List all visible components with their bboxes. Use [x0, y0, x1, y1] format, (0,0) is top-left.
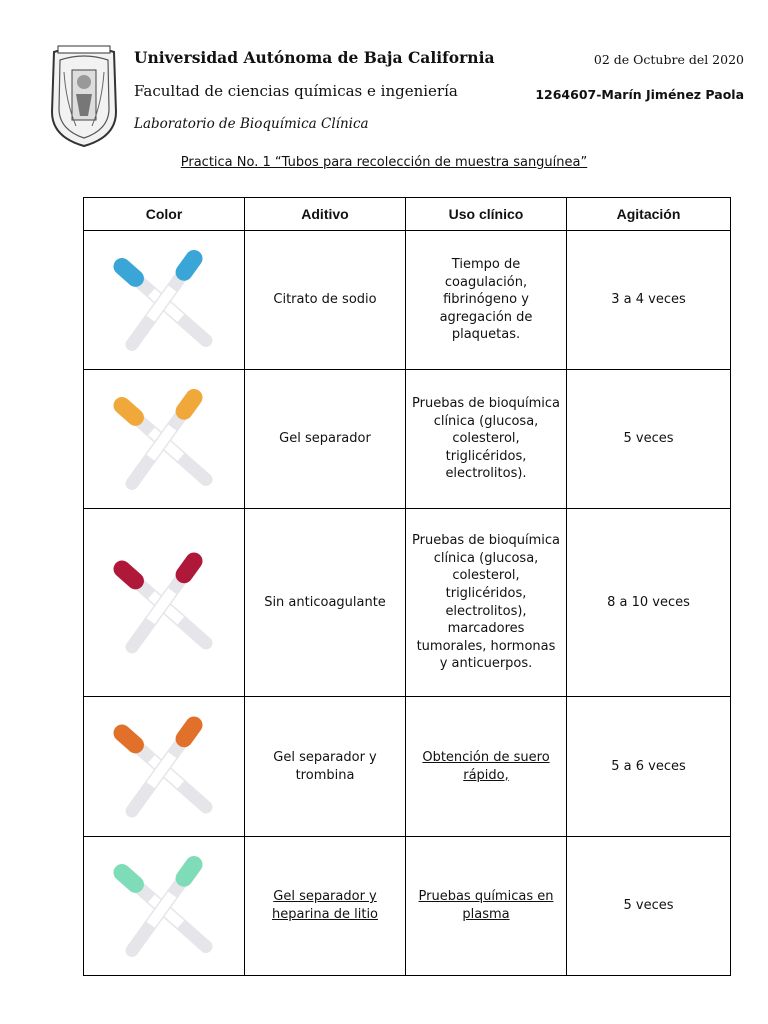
additive-cell: Citrato de sodio: [245, 231, 406, 370]
additive-cell: Gel separador: [245, 370, 406, 509]
table-row: [84, 370, 731, 509]
agitation-cell: 5 a 6 veces: [567, 697, 731, 837]
university-seal: [46, 42, 122, 148]
clinical-use-cell: Pruebas de bioquímica clínica (glucosa, colesterol, triglicéridos, electrolitos).: [406, 370, 567, 509]
header-agitation: Agitación: [567, 198, 731, 231]
table-row: [84, 697, 731, 837]
clinical-use-cell: Pruebas de bioquímica clínica (glucosa, colesterol, triglicéridos, electrolitos), marcadores tumorales, hormonas y anticuerpos.: [406, 509, 567, 697]
table-row: [84, 837, 731, 976]
header-clinical-use: Uso clínico: [406, 198, 567, 231]
blood-tube-image: [94, 516, 234, 690]
additive-cell: Gel separador y heparina de litio: [245, 837, 406, 976]
tube-color-cell: [84, 370, 245, 509]
tube-color-cell: [84, 231, 245, 370]
agitation-cell: 5 veces: [567, 370, 731, 509]
document-date: 02 de Octubre del 2020: [593, 52, 744, 67]
lab-name: Laboratorio de Bioquímica Clínica: [134, 116, 369, 132]
tube-color-cell: [84, 837, 245, 976]
student-id-name: 1264607-Marín Jiménez Paola: [535, 87, 744, 102]
blood-tube-image: [94, 377, 234, 502]
agitation-cell: 3 a 4 veces: [567, 231, 731, 370]
university-name: Universidad Autónoma de Baja California: [134, 48, 495, 67]
blood-tube-image: [94, 844, 234, 969]
table-row: [84, 231, 731, 370]
tube-color-cell: [84, 697, 245, 837]
blood-tube-image: [94, 238, 234, 363]
additive-cell: Gel separador y trombina: [245, 697, 406, 837]
tubes-table: [83, 197, 731, 976]
agitation-cell: 5 veces: [567, 837, 731, 976]
table-row: [84, 509, 731, 697]
blood-tube-image: [94, 704, 234, 830]
table-header-row: [84, 198, 731, 231]
additive-cell: Sin anticoagulante: [245, 509, 406, 697]
tube-color-cell: [84, 509, 245, 697]
practice-title: Practica No. 1 “Tubos para recolección de muestra sanguínea”: [180, 155, 588, 170]
clinical-use-cell: Tiempo de coagulación, fibrinógeno y agregación de plaquetas.: [406, 231, 567, 370]
header-additive: Aditivo: [245, 198, 406, 231]
header-color: Color: [84, 198, 245, 231]
clinical-use-cell: Obtención de suero rápido,: [406, 697, 567, 837]
faculty-name: Facultad de ciencias químicas e ingeniería: [134, 82, 458, 100]
clinical-use-cell: Pruebas químicas en plasma: [406, 837, 567, 976]
agitation-cell: 8 a 10 veces: [567, 509, 731, 697]
document-header: [44, 40, 744, 155]
